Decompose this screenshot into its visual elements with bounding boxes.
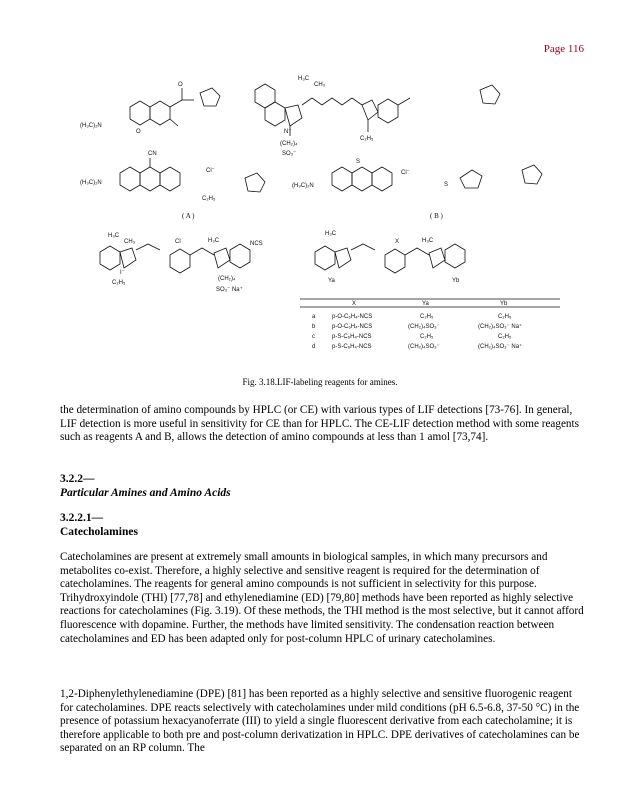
chlorine-label: Cl bbox=[175, 239, 181, 245]
table-cell: (CH₂)₄SO₃⁻ bbox=[408, 324, 440, 330]
chloride-label-b: Cl⁻ bbox=[401, 170, 410, 176]
table-cell: p-S-C₆H₄-NCS bbox=[332, 334, 372, 340]
h3c-label-5: H₃C bbox=[422, 238, 434, 244]
iodide-label: I⁻ bbox=[120, 270, 125, 276]
ethyl-label-a: C₂H₅ bbox=[202, 196, 216, 202]
sulfonate-label: SO₃⁻ bbox=[282, 151, 297, 157]
table-cell: C₂H₅ bbox=[498, 334, 512, 340]
reagent-b-label: ( B ) bbox=[430, 212, 443, 220]
h3c-label-2: H₃C bbox=[108, 233, 120, 239]
chemical-structures-figure bbox=[70, 60, 590, 380]
paragraph-3-text: 1,2-Diphenylethylenediamine (DPE) [81] has been reported as a highly selective and sensitive fluorogenic reagent for catecholamines. DPE reacts selectively with catecholamines under mild conditions (pH 6.5-6.8, 37-50 °C) in the presence of potassium hexacyanoferrate (III) to yield a single fluorescent derivative from each catecholamine; it is therefore applicable to both pre and post-column derivatization in HPLC. DPE derivatives of catecholamines can be separated on an RP column. The bbox=[60, 688, 580, 755]
chloride-label-a: Cl⁻ bbox=[206, 168, 215, 174]
paragraph-3 bbox=[60, 688, 586, 756]
cyano-label: CN bbox=[148, 151, 157, 157]
oxygen-label: O bbox=[178, 82, 183, 88]
ya-label: Ya bbox=[328, 278, 335, 284]
ch3-label-2: CH₃ bbox=[124, 239, 136, 245]
section-number: 3.2.2— bbox=[60, 473, 95, 485]
ethyl-label-c: C₂H₅ bbox=[112, 280, 126, 286]
page-number: Page 116 bbox=[543, 43, 584, 55]
table-cell: C₂H₅ bbox=[420, 314, 434, 320]
table-header-yb: Yb bbox=[500, 301, 508, 307]
table-cell: (CH₂)₄SO₃⁻ Na⁺ bbox=[478, 324, 523, 330]
reagent-a-label: ( A ) bbox=[182, 212, 195, 220]
oxygen-ring-label: O bbox=[136, 129, 141, 135]
paragraph-1-text: the determination of amino compounds by HPLC (or CE) with various types of LIF detections [73-76]. In general, LIF detection is more useful in sensitivity for CE than for HPLC. The CE-LIF detection method with some reagents such as reagents A and B, allows the detection of amino compounds at less than 1 amol [73,74]. bbox=[60, 404, 579, 444]
reagent-a-structure bbox=[120, 158, 265, 192]
substituent-table bbox=[312, 301, 522, 350]
table-cell: p-O-C₆H₄-NCS bbox=[332, 324, 373, 330]
nir-cyanine-right-structure bbox=[315, 244, 465, 273]
butyl-chain-label: (CH₂)₄ bbox=[280, 141, 298, 147]
paragraph-2 bbox=[60, 551, 586, 646]
table-cell: b bbox=[312, 324, 316, 330]
nir-cyanine-left-structure bbox=[100, 244, 250, 273]
table-cell: (CH₂)₄SO₃⁻ bbox=[408, 344, 440, 350]
table-cell: c bbox=[312, 334, 315, 340]
subsection-title: Catecholamines bbox=[60, 526, 138, 538]
sulfonate-sodium-label: SO₃⁻ Na⁺ bbox=[216, 287, 243, 293]
dimethylamino-label-2: (H₃C)₂N bbox=[80, 180, 102, 186]
subsection-heading bbox=[60, 511, 586, 539]
butyl-chain-label-2: (CH₂)₄ bbox=[218, 276, 236, 282]
h3c-label-4: H₃C bbox=[325, 231, 337, 237]
paragraph-1 bbox=[60, 404, 586, 445]
table-cell: p-O-C₆H₄-NCS bbox=[332, 314, 373, 320]
table-cell: (CH₂)₄SO₃⁻ Na⁺ bbox=[478, 344, 523, 350]
dimethylamino-label-3: (H₃C)₂N bbox=[292, 183, 314, 189]
table-cell: p-S-C₆H₄-NCS bbox=[332, 344, 372, 350]
cyanine-nhs-structure bbox=[255, 84, 500, 136]
section-title: Particular Amines and Amino Acids bbox=[60, 487, 231, 499]
table-cell: a bbox=[312, 314, 316, 320]
dimethylamino-label-1: (H₃C)₂N bbox=[80, 123, 102, 129]
n-plus-label: N⁺ bbox=[284, 129, 292, 135]
h3c-label-3: H₃C bbox=[208, 238, 220, 244]
paragraph-2-text: Catecholamines are present at extremely small amounts in biological samples, in which many precursors and metabolites co-exist. Therefore, a highly selective and sensitive reagent is required for the determination of catecholamines. The reagents for general amino compounds is not sufficient in selectivity for this purpose. Trihydroxyindole (THI) [77,78] and ethylenediamine (ED) [79,80] methods have been reported as highly selective reactions for catecholamines (Fig. 3.19). Of these methods, the THI method is the most selective, but it cannot afford fluorescence with dopamine. Further, the methods have limited sensitivity. The condensation reaction between catecholamines and ED has been adapted only for post-column HPLC of urinary catecholamines. bbox=[60, 551, 584, 645]
sulfur-label: S bbox=[356, 159, 361, 165]
subsection-number: 3.2.2.1— bbox=[60, 512, 104, 524]
ch3-label: CH₃ bbox=[314, 82, 326, 88]
ethyl-label-1: C₂H₅ bbox=[360, 136, 374, 142]
table-cell: d bbox=[312, 344, 316, 350]
sulfur-link-label: S bbox=[444, 182, 449, 188]
h3c-label: H₃C bbox=[298, 76, 310, 82]
structures-drawing bbox=[70, 60, 590, 380]
ncs-label: NCS bbox=[250, 241, 263, 247]
section-heading bbox=[60, 472, 586, 500]
reagent-b-structure bbox=[332, 165, 542, 191]
table-cell: C₂H₅ bbox=[420, 334, 434, 340]
table-header-ya: Ya bbox=[422, 301, 429, 307]
table-cell: C₂H₅ bbox=[498, 314, 512, 320]
x-substituent-label: X bbox=[395, 239, 400, 245]
coumarin-nhs-structure bbox=[130, 88, 220, 126]
table-header-x: X bbox=[352, 301, 357, 307]
figure-caption: Fig. 3.18.LIF-labeling reagents for amines. bbox=[242, 377, 398, 387]
yb-label: Yb bbox=[452, 278, 460, 284]
